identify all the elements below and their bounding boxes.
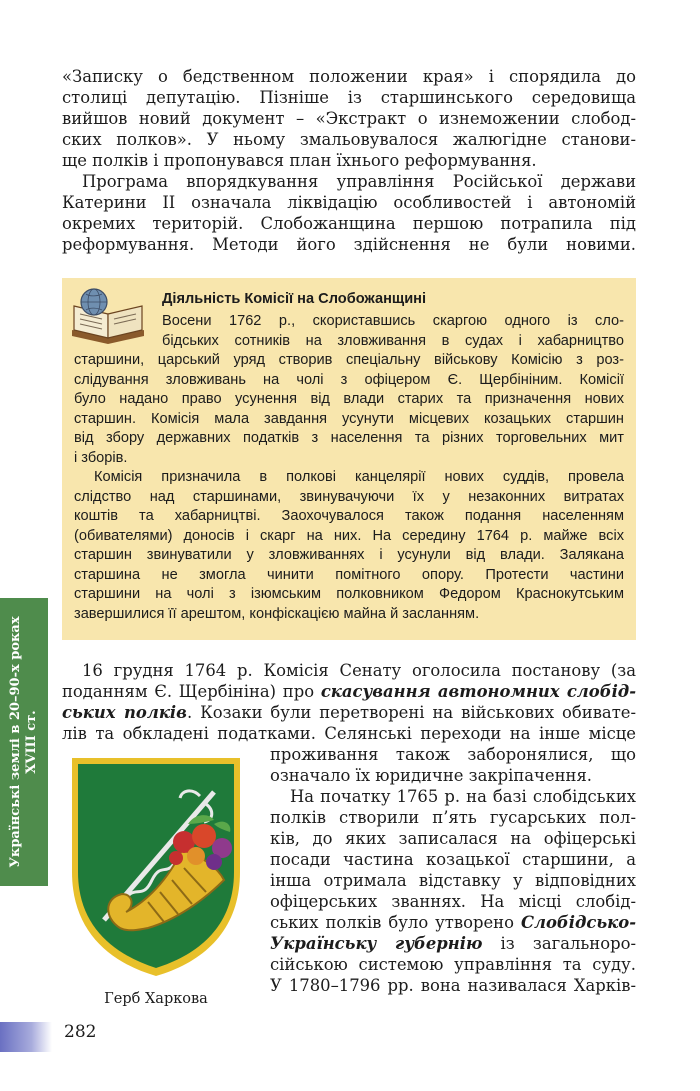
- text-line: полків створили п’ять гусарських пол-: [270, 808, 636, 827]
- text-line: [270, 912, 636, 933]
- info-box-text-wide: [74, 351, 624, 624]
- text-line: проживання також заборонялися, що: [270, 745, 636, 764]
- text-line: столиці депутацію. Пізніше із старшинського середовища: [62, 88, 636, 107]
- chapter-side-label-line2: XVIII ст.: [24, 710, 39, 774]
- text-line: офіцерських званнях. На місці слобід-: [270, 892, 636, 911]
- text-line: Програма впорядкування управління Російської держави: [82, 172, 636, 191]
- page-corner-bar: [0, 1022, 52, 1052]
- text-line: сійською системою управління та суду.: [270, 955, 636, 974]
- text-line: (обивателями) доносів і скарг на них. На середину 1764 р. майже всіх: [74, 527, 624, 544]
- text-line: реформування. Методи його здійснення не були новими.: [62, 235, 636, 254]
- text-line: У 1780–1796 рр. вона називалася Харків-: [270, 976, 636, 995]
- text-line: ків, до яких записалася на офіцерські: [270, 829, 636, 848]
- text-line: Катерини II означала ліквідацію особливостей і автономій: [62, 193, 636, 212]
- text-line: старшина не змогла чинити помітного опору. Протести частини: [74, 566, 624, 583]
- emphasis-term: ських полків: [62, 703, 187, 722]
- info-box-text-narrow: [162, 312, 624, 351]
- text-line: і зборів.: [74, 449, 128, 466]
- emphasis-term: Слобідсько-: [520, 913, 636, 932]
- kharkiv-coat-of-arms-icon: [64, 752, 248, 980]
- text-line: старшини на чолі з ізюмським полковником Федором Краснокутським: [74, 586, 624, 602]
- text-line: посади частина козацької старшини, а: [270, 850, 636, 869]
- emphasis-term: скасування автономних слобід-: [320, 682, 636, 701]
- right-text-block: [270, 744, 636, 996]
- text-line: Восени 1762 р., скориставшись скаргою одного із сло-: [162, 313, 624, 329]
- figure-caption: Герб Харкова: [104, 991, 208, 1007]
- mid-text-block: [62, 660, 636, 744]
- text-line: означало їх юридичне закріпачення.: [270, 766, 592, 785]
- text-line: ще полків і пропонувався план їхнього реформування.: [62, 151, 537, 170]
- text-line: від збору державних податків з населення та різних торговельних мит: [74, 430, 624, 446]
- text-line: слідство над старшинами, звинувачуючи їх у незаконних витратах: [74, 488, 624, 505]
- text-line: коштів та хабарництві. Заохочувалося також подання населенням: [74, 508, 624, 524]
- chapter-side-label: [8, 598, 40, 886]
- text-line: 16 грудня 1764 р. Комісія Сенату оголосила постанову (за: [82, 661, 636, 680]
- text-line: [270, 933, 636, 954]
- text-run: із загальноро-: [482, 934, 636, 953]
- text-line: було надано право усунення від влади старих та призначення нових: [74, 391, 624, 407]
- book-with-globe-icon: [68, 286, 148, 346]
- text-run: . Козаки були перетворені на військових обивате-: [186, 703, 636, 722]
- text-line: бідських сотників на зловживання в судах і хабарництво: [162, 332, 624, 349]
- text-line: На початку 1765 р. на базі слобідських: [290, 787, 636, 806]
- info-box-title: Діяльність Комісії на Слобожанщині: [162, 291, 427, 307]
- text-line: старшини, царський уряд створив спеціальну військову Комісію з роз-: [74, 352, 624, 368]
- text-line: [62, 681, 636, 702]
- text-line: старшин. Комісія мала завдання усунути місцевих козацьких старшин: [74, 410, 624, 427]
- text-line: окремих територій. Слобожанщина першою потрапила під: [62, 214, 636, 233]
- text-line: вийшов новий документ – «Экстракт о изнеможении слобод-: [62, 109, 636, 128]
- text-line: ских полков». У ньому змальовувалося жалюгідне станови-: [62, 130, 636, 149]
- text-line: «Записку о бедственном положении края» і спорядила до: [62, 67, 636, 86]
- text-line: Комісія призначила в полкові канцелярії нових суддів, провела: [94, 469, 624, 485]
- text-line: [62, 702, 636, 723]
- chapter-side-label-line1: Українські землі в 20–90-х роках: [8, 616, 23, 868]
- top-text-block: [62, 66, 636, 255]
- text-line: слідування зловживань на чолі з офіцером Є. Щербініним. Комісії: [74, 371, 624, 388]
- emphasis-term: Українську губернію: [270, 934, 483, 953]
- text-run: ських полків було утворено: [270, 913, 521, 932]
- text-line: старшин звинуватили у зловживаннях і усунули від влади. Залякана: [74, 547, 624, 563]
- text-line: завершилися її арештом, конфіскацією майна й засланням.: [74, 605, 480, 622]
- page-number: 282: [64, 1022, 97, 1042]
- text-run: поданням Є. Щербініна) про: [62, 682, 321, 701]
- text-line: інша отримала відставку у відповідних: [270, 871, 636, 890]
- text-line: лів та обкладені податками. Селянські переходи на інше місце: [62, 724, 636, 743]
